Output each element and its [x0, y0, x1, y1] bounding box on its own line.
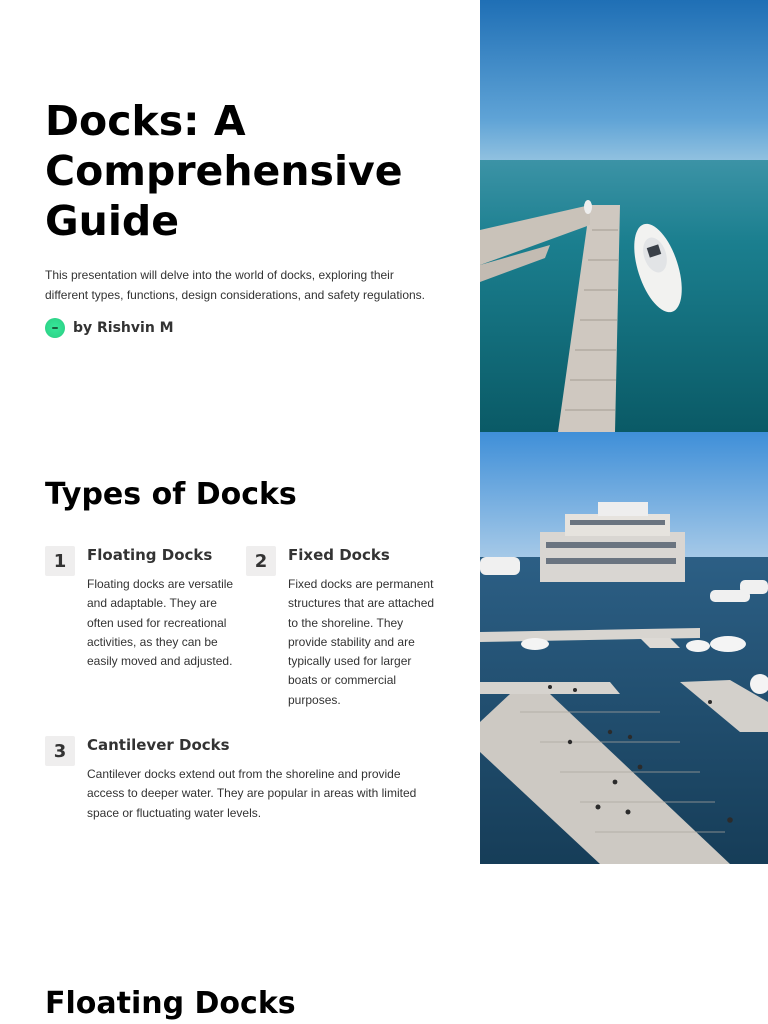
hero-description: This presentation will delve into the world of docks, exploring their different types, functions, design considerations, and safety regulations.	[45, 268, 426, 302]
marina-image	[480, 432, 768, 864]
page-title: Docks: A Comprehensive Guide	[45, 97, 403, 245]
dock-yacht-image	[480, 0, 768, 432]
author-byline	[45, 318, 174, 338]
type-description: Fixed docks are permanent structures that are attached to the shoreline. They provide stability and are typically used for larger boats or commercial purposes.	[288, 577, 435, 707]
number-badge: 2	[246, 546, 276, 576]
marina-photo	[480, 432, 768, 864]
author-name: by Rishvin M	[73, 320, 174, 336]
dock-aerial-photo	[480, 0, 768, 432]
type-heading: Fixed Docks	[288, 546, 390, 564]
type-description: Floating docks are versatile and adaptable. They are often used for recreational activities, as they can be easily moved and adjusted.	[87, 577, 234, 669]
number-badge: 1	[45, 546, 75, 576]
floating-section-title: Floating Docks	[45, 986, 296, 1021]
type-description: Cantilever docks extend out from the shoreline and provide access to deeper water. They are popular in areas with limited space or fluctuating water levels.	[87, 767, 417, 820]
type-heading: Cantilever Docks	[87, 736, 230, 754]
types-section-title: Types of Docks	[45, 477, 297, 512]
number-badge: 3	[45, 736, 75, 766]
type-heading: Floating Docks	[87, 546, 213, 564]
avatar	[45, 318, 65, 338]
